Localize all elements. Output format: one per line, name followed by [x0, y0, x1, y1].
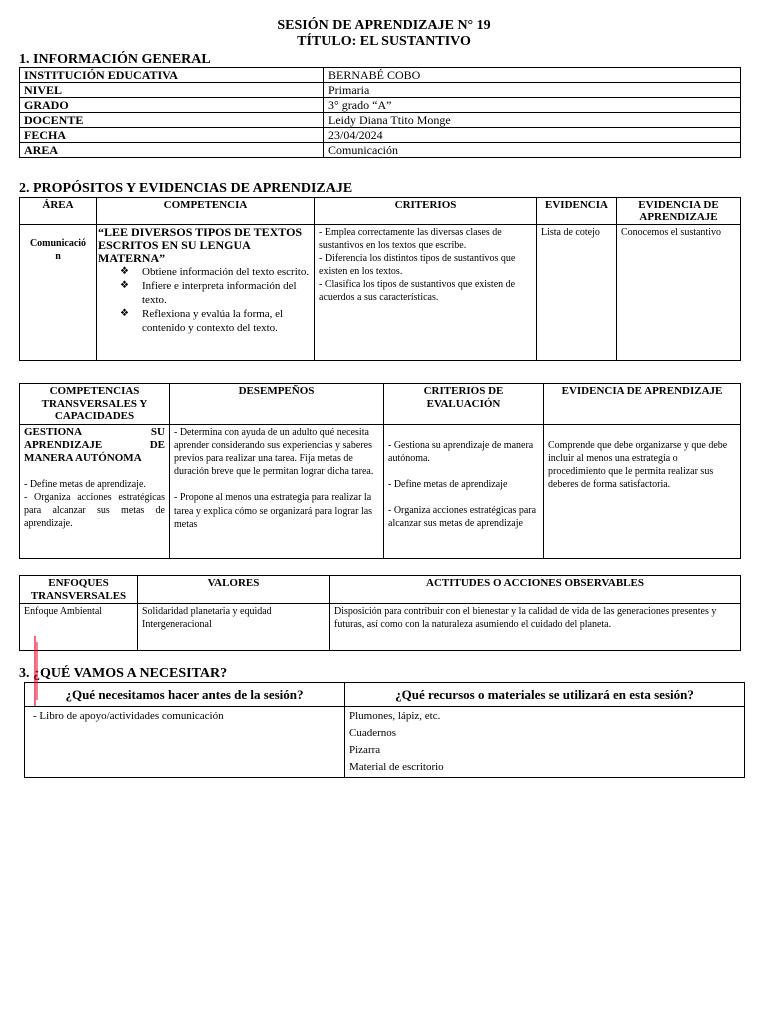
- competencia-title: “LEE DIVERSOS TIPOS DE TEXTOS ESCRITOS EN SU LENGUA MATERNA”: [98, 225, 303, 265]
- criterio-item: - Diferencia los distintos tipos de sustantivos que existen en los textos.: [319, 253, 516, 277]
- diamond-bullet-icon: ❖: [120, 266, 129, 277]
- header-evidencia-aprendizaje: EVIDENCIA DE APRENDIZAJE: [544, 384, 741, 425]
- header-competencias-transversales: COMPETENCIAS TRANSVERSALES Y CAPACIDADES: [20, 384, 170, 425]
- topic-title: TÍTULO: EL SUSTANTIVO: [297, 34, 471, 49]
- enfoque-cell: Enfoque Ambiental: [20, 604, 138, 651]
- section-1-title: 1. INFORMACIÓN GENERAL: [19, 52, 211, 67]
- recurso-item: Material de escritorio: [349, 761, 444, 773]
- capacidades-list: [98, 265, 310, 335]
- info-value: Leidy Diana Ttito Monge: [324, 113, 741, 128]
- actitudes-cell: Disposición para contribuir con el bienestar y la calidad de vida de las generaciones presentes y futuras, así como con la naturaleza asumiendo el cuidado del planeta.: [330, 604, 741, 651]
- criterio-item: - Emplea correctamente las diversas clases de sustantivos en los textos que escribe.: [319, 227, 502, 251]
- info-label: FECHA: [20, 128, 324, 143]
- table-row: [20, 225, 741, 361]
- info-value: 3° grado “A”: [324, 98, 741, 113]
- materials-table: [24, 682, 745, 778]
- desempenos-cell: [170, 424, 384, 558]
- header-competencia: COMPETENCIA: [97, 198, 315, 225]
- recurso-item: Cuadernos: [349, 727, 397, 739]
- area-text-line1: Comunicació: [29, 238, 87, 249]
- valores-cell: Solidaridad planetaria y equidad Intergeneracional: [138, 604, 330, 651]
- header-recursos: ¿Qué recursos o materiales se utilizará en esta sesión?: [345, 683, 745, 707]
- capacidad-item: - Define metas de aprendizaje.: [24, 478, 146, 490]
- purposes-table: [19, 197, 741, 361]
- criterio-item: - Organiza acciones estratégicas para alcanzar sus metas de aprendizaje: [388, 505, 537, 530]
- info-value: BERNABÉ COBO: [324, 68, 741, 83]
- table-row: [20, 83, 741, 98]
- header-desempenos: DESEMPEÑOS: [170, 384, 384, 425]
- competencia-cell: [97, 225, 315, 361]
- table-row: [20, 143, 741, 158]
- header-actitudes: ACTITUDES O ACCIONES OBSERVABLES: [330, 576, 741, 604]
- table-header-row: [20, 576, 741, 604]
- header-evidencia: EVIDENCIA: [537, 198, 617, 225]
- section-3-title: 3. ¿QUÉ VAMOS A NECESITAR?: [19, 666, 228, 681]
- info-value: 23/04/2024: [324, 128, 741, 143]
- general-info-table: [19, 67, 741, 158]
- header-enfoques: ENFOQUES TRANSVERSALES: [20, 576, 138, 604]
- table-header-row: [25, 683, 745, 707]
- table-row: [20, 128, 741, 143]
- competencia-transversal-title: GESTIONA SU APRENDIZAJE DE MANERA AUTÓNOMA: [24, 425, 165, 464]
- diamond-bullet-icon: ❖: [120, 280, 129, 291]
- criterios-cell: [315, 225, 537, 361]
- list-item: ❖ Infiere e interpreta información del texto.: [120, 280, 297, 306]
- table-header-row: [20, 384, 741, 425]
- info-value: Primaria: [324, 83, 741, 98]
- transversal-table: [19, 383, 741, 559]
- table-row: [20, 604, 741, 651]
- document-header: [0, 18, 768, 50]
- capacidad-item: - Organiza acciones estratégicas para alcanzar sus metas de aprendizaje.: [24, 491, 165, 530]
- info-label: AREA: [20, 143, 324, 158]
- table-header-row: [20, 198, 741, 225]
- info-label: INSTITUCIÓN EDUCATIVA: [20, 68, 324, 83]
- area-cell: [20, 225, 97, 361]
- competencia-transversal-cell: [20, 424, 170, 558]
- criterios-evaluacion-cell: [384, 424, 544, 558]
- criterio-item: - Define metas de aprendizaje: [388, 478, 508, 490]
- header-criterios: CRITERIOS: [315, 198, 537, 225]
- red-cursor-mark: [34, 636, 38, 706]
- table-row: [25, 707, 745, 778]
- list-item: ❖ Reflexiona y evalúa la forma, el contenido y contexto del texto.: [120, 308, 284, 334]
- recursos-cell: [345, 707, 745, 778]
- recurso-item: Pizarra: [349, 744, 381, 756]
- header-criterios-evaluacion: CRITERIOS DE EVALUACIÓN: [384, 384, 544, 425]
- evidencia-aprendizaje-cell: Conocemos el sustantivo: [617, 225, 741, 361]
- info-label: NIVEL: [20, 83, 324, 98]
- area-text-line2: n: [55, 251, 61, 262]
- evidencia-cell: Lista de cotejo: [537, 225, 617, 361]
- recurso-item: Plumones, lápiz, etc.: [349, 710, 441, 722]
- info-label: DOCENTE: [20, 113, 324, 128]
- enfoques-table: [19, 575, 741, 651]
- desempeno-item: - Determina con ayuda de un adulto qué necesita aprender considerando sus experiencias y saberes previos para realizar una tarea. Fija metas de duración breve que le permitan lograr dicha tarea.: [174, 426, 374, 478]
- section-2-title: 2. PROPÓSITOS Y EVIDENCIAS DE APRENDIZAJE: [19, 181, 353, 196]
- info-label: GRADO: [20, 98, 324, 113]
- header-antes-sesion: ¿Qué necesitamos hacer antes de la sesión?: [25, 683, 345, 707]
- table-row: [20, 424, 741, 558]
- list-item: ❖ Obtiene información del texto escrito.: [120, 266, 310, 278]
- header-area: ÁREA: [20, 198, 97, 225]
- table-row: [20, 68, 741, 83]
- header-valores: VALORES: [138, 576, 330, 604]
- table-row: [20, 113, 741, 128]
- criterio-item: - Gestiona su aprendizaje de manera autónoma.: [388, 439, 534, 464]
- session-title: SESIÓN DE APRENDIZAJE N° 19: [277, 18, 491, 33]
- table-row: [20, 98, 741, 113]
- info-value: Comunicación: [324, 143, 741, 158]
- header-evidencia-aprendizaje: EVIDENCIA DE APRENDIZAJE: [617, 198, 741, 225]
- desempeno-item: - Propone al menos una estrategia para realizar la tarea y explica cómo se organizará para lograr las metas: [174, 492, 373, 530]
- diamond-bullet-icon: ❖: [120, 308, 129, 319]
- criterio-item: - Clasifica los tipos de sustantivos que existen de acuerdos a sus características.: [319, 279, 516, 303]
- antes-sesion-cell: - Libro de apoyo/actividades comunicación: [25, 707, 345, 778]
- evidencia-transversal-cell: Comprende que debe organizarse y que debe incluir al menos una estrategia o procedimiento que le permita realizar sus deberes de forma satisfactoria.: [544, 424, 741, 558]
